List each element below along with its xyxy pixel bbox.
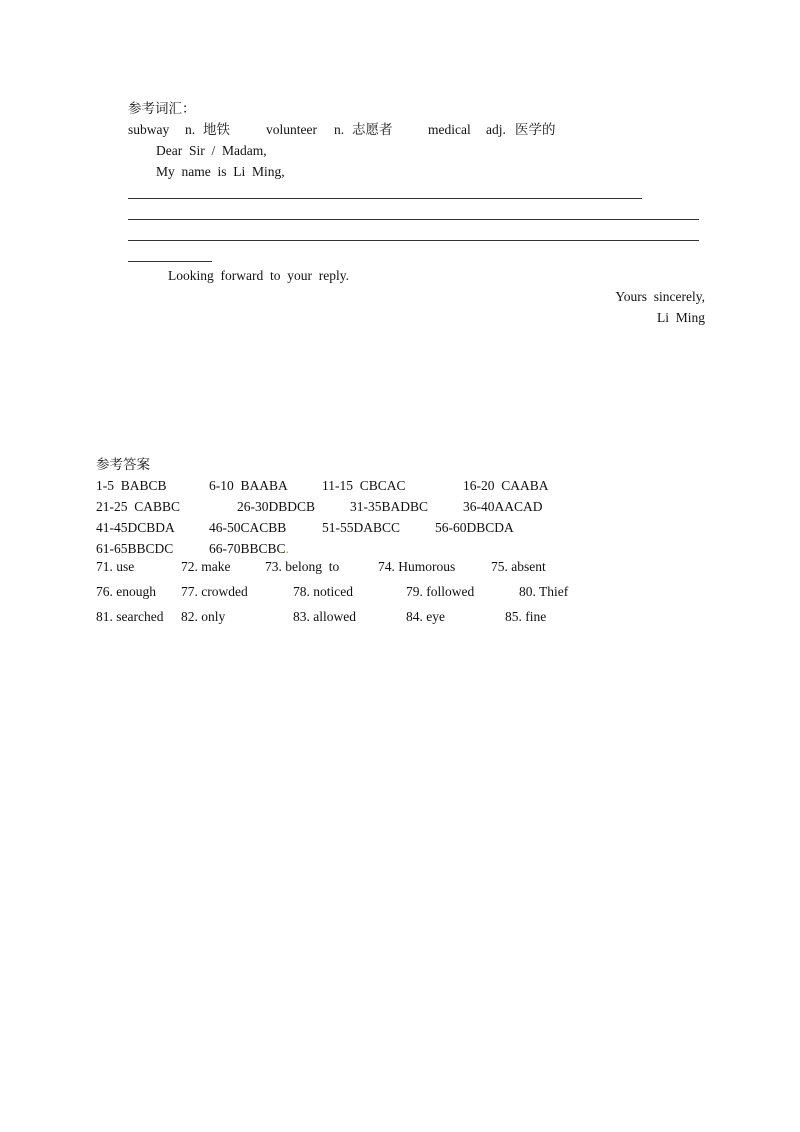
answer-item: 85. fine bbox=[505, 609, 547, 624]
answer-item: 80. Thief bbox=[519, 584, 569, 599]
answer-item: 61-65BBCDC bbox=[96, 541, 174, 556]
vocab-meaning: 志愿者 bbox=[352, 122, 393, 137]
answer-item: 56-60DBCDA bbox=[435, 520, 514, 535]
answer-item: 51-55DABCC bbox=[322, 520, 401, 535]
answer-item bbox=[209, 541, 289, 557]
answer-item: 82. only bbox=[181, 609, 226, 624]
letter-intro: My name is Li Ming, bbox=[156, 164, 285, 179]
answer-item: 75. absent bbox=[491, 559, 546, 574]
answer-item: 11-15 CBCAC bbox=[322, 478, 406, 493]
answer-item: 84. eye bbox=[406, 609, 445, 624]
letter-signoff: Yours sincerely, bbox=[615, 289, 705, 304]
vocab-word: medical bbox=[428, 122, 471, 137]
answer-item: 41-45DCBDA bbox=[96, 520, 175, 535]
answer-item: 83. allowed bbox=[293, 609, 356, 624]
vocab-pos: adj. bbox=[486, 122, 506, 137]
answer-item: 73. belong to bbox=[265, 559, 340, 574]
answers-title: 参考答案 bbox=[96, 457, 150, 472]
writing-line bbox=[128, 261, 212, 262]
vocab-title: 参考词汇： bbox=[128, 101, 196, 116]
answer-item: 79. followed bbox=[406, 584, 475, 599]
answer-item: 46-50CACBB bbox=[209, 520, 287, 535]
answer-item: 31-35BADBC bbox=[350, 499, 429, 514]
answer-dot: . bbox=[285, 541, 289, 556]
letter-signature: Li Ming bbox=[656, 310, 705, 325]
answer-item: 21-25 CABBC bbox=[96, 499, 181, 514]
vocab-meaning: 医学的 bbox=[515, 122, 556, 137]
vocab-pos: n. bbox=[334, 122, 345, 137]
answer-item: 81. searched bbox=[96, 609, 164, 624]
letter-greeting: Dear Sir / Madam, bbox=[156, 143, 267, 158]
answer-item: 1-5 BABCB bbox=[96, 478, 167, 493]
answer-item: 71. use bbox=[96, 559, 135, 574]
vocab-word: subway bbox=[128, 122, 170, 137]
letter-closing: Looking forward to your reply. bbox=[168, 268, 349, 283]
answer-text: 66-70BBCBC bbox=[209, 541, 286, 556]
vocab-word: volunteer bbox=[266, 122, 317, 137]
answer-item: 26-30DBDCB bbox=[237, 499, 316, 514]
vocab-meaning: 地铁 bbox=[203, 122, 230, 137]
vocab-pos: n. bbox=[185, 122, 196, 137]
answer-item: 77. crowded bbox=[181, 584, 248, 599]
answer-item: 16-20 CAABA bbox=[463, 478, 549, 493]
writing-line bbox=[128, 219, 699, 220]
answer-item: 78. noticed bbox=[293, 584, 353, 599]
answer-item: 6-10 BAABA bbox=[209, 478, 288, 493]
answer-item: 72. make bbox=[181, 559, 231, 574]
writing-line bbox=[128, 198, 642, 199]
answer-item: 74. Humorous bbox=[378, 559, 456, 574]
answer-item: 36-40AACAD bbox=[463, 499, 543, 514]
answer-item: 76. enough bbox=[96, 584, 156, 599]
writing-line bbox=[128, 240, 699, 241]
